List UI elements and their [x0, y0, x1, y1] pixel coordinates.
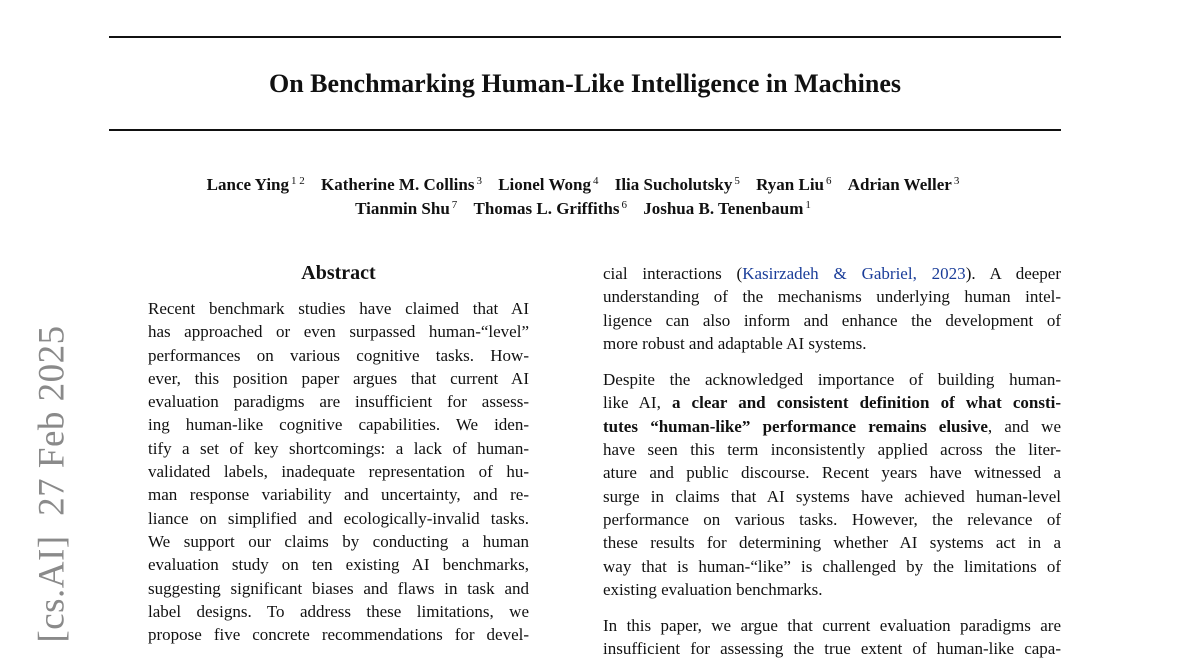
- abstract-line: performances on various cognitive tasks. How-: [148, 345, 529, 365]
- intro-line: performance on various tasks. However, the relevance of: [603, 509, 1061, 529]
- intro-line: existing evaluation benchmarks.: [603, 579, 823, 599]
- paper-title: On Benchmarking Human-Like Intelligence in Machines: [269, 69, 901, 98]
- abstract-line: man response variability and uncertainty, and re-: [148, 485, 529, 505]
- intro-line: way that is human-“like” is challenged by the limitations of: [603, 556, 1061, 576]
- abstract-heading: Abstract: [301, 262, 376, 284]
- citation-link[interactable]: Kasirzadeh & Gabriel, 2023: [742, 264, 966, 283]
- intro-body: [603, 262, 1061, 661]
- author: Lance Ying $^{1 2}$: [206, 175, 305, 194]
- paragraph-gap: [603, 601, 1061, 614]
- arxiv-stamp-text: [cs.AI] 27 Feb 2025: [31, 325, 73, 643]
- intro-line: tutes “human-like” performance remains elusive, and we: [603, 416, 1061, 436]
- intro-line: insufficient for assessing the true extent of human-like capa-: [603, 639, 1061, 659]
- author: Tianmin Shu $^7$: [355, 199, 458, 218]
- title-rule-top: [109, 36, 1061, 38]
- intro-line: more robust and adaptable AI systems.: [603, 333, 867, 353]
- abstract-line: ing human-like cognitive capabilities. We iden-: [148, 415, 529, 435]
- emphasis-text: tutes “human-like” performance remains elusive: [603, 416, 988, 436]
- abstract-line: evaluation paradigms are insufficient for assess-: [148, 392, 529, 412]
- paragraph-gap: [603, 355, 1061, 368]
- intro-line: ature and public discourse. Recent years have witnessed a: [603, 463, 1061, 483]
- author: Katherine M. Collins $^3$: [321, 175, 482, 194]
- abstract-line: We support our claims by conducting a human: [148, 531, 529, 551]
- abstract-line: propose five concrete recommendations for devel-: [148, 625, 529, 645]
- author: Lionel Wong $^4$: [498, 175, 599, 194]
- intro-line: like AI, a clear and consistent definition of what consti-: [603, 393, 1061, 413]
- author-list: [0, 173, 1166, 221]
- author: Joshua B. Tenenbaum $^1$: [643, 199, 811, 218]
- author-line-1: [0, 173, 1166, 197]
- intro-line: Despite the acknowledged importance of building human-: [603, 370, 1061, 390]
- abstract-line: suggesting significant biases and flaws in task and: [148, 578, 529, 598]
- intro-line: cial interactions (Kasirzadeh & Gabriel, 2023). A deeper: [603, 264, 1061, 283]
- intro-line: In this paper, we argue that current evaluation paradigms are: [603, 616, 1061, 636]
- author: Ryan Liu $^6$: [756, 175, 832, 194]
- intro-line: surge in claims that AI systems have achieved human-level: [603, 486, 1061, 506]
- author: Thomas L. Griffiths $^6$: [473, 199, 627, 218]
- emphasis-text: a clear and consistent definition of what consti-: [671, 393, 1061, 413]
- author: Ilia Sucholutsky $^5$: [614, 175, 740, 194]
- intro-line: understanding of the mechanisms underlying human intel-: [603, 287, 1061, 307]
- author-line-2: [0, 197, 1166, 221]
- author: Adrian Weller $^3$: [847, 175, 960, 194]
- abstract-line: has approached or even surpassed human-“level”: [148, 322, 529, 342]
- intro-line: have seen this term inconsistently applied across the liter-: [603, 440, 1061, 460]
- abstract-line: evaluation study on ten existing AI benchmarks,: [148, 555, 529, 575]
- abstract-line: Recent benchmark studies have claimed that AI: [148, 299, 529, 318]
- abstract-line: label designs. To address these limitations, we: [148, 601, 529, 621]
- title-rule-bottom: [109, 129, 1061, 131]
- intro-line: these results for determining whether AI systems act in a: [603, 533, 1061, 553]
- abstract-body: [148, 297, 529, 646]
- abstract-line: tify a set of key shortcomings: a lack of human-: [148, 438, 529, 458]
- abstract-line: validated labels, inadequate representation of hu-: [148, 462, 529, 482]
- abstract-line: liance on simplified and ecologically-invalid tasks.: [148, 508, 529, 528]
- intro-line: ligence can also inform and enhance the development of: [603, 310, 1061, 330]
- abstract-line: ever, this position paper argues that current AI: [148, 368, 529, 388]
